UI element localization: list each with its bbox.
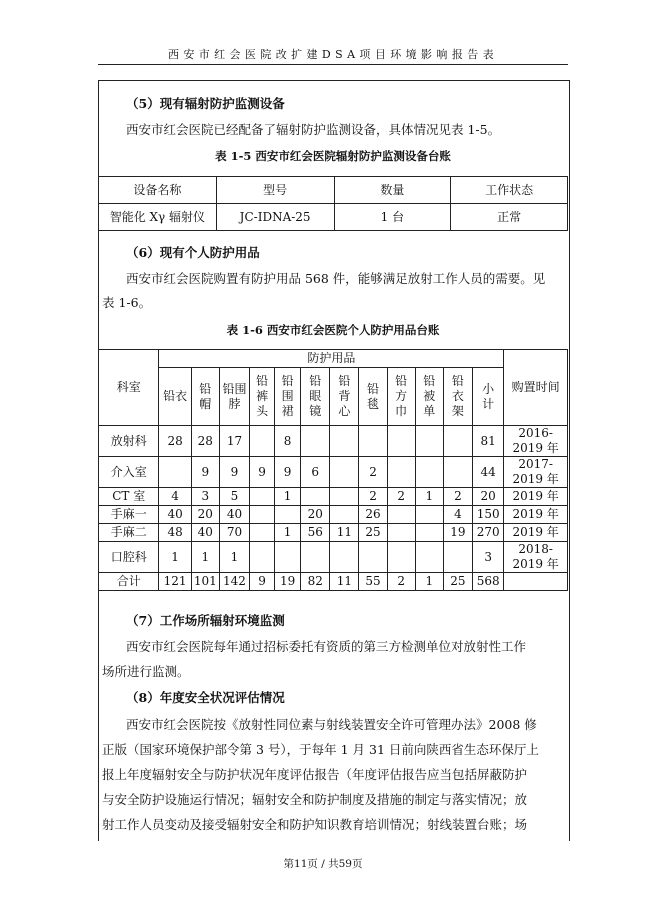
- table-row: [99, 426, 568, 457]
- section-7-heading: （7）工作场所辐射环境监测: [126, 613, 285, 628]
- table-row: [99, 542, 568, 573]
- value-cell: [275, 542, 301, 573]
- table-1-5-header: 工作状态: [451, 177, 568, 204]
- value-cell: 26: [359, 506, 387, 524]
- time-cell: [504, 542, 568, 573]
- value-cell: 5: [219, 488, 249, 506]
- col-header-text: 头: [256, 404, 269, 418]
- value-cell: 4: [443, 506, 472, 524]
- value-cell: [359, 542, 387, 573]
- dept-cell: 手麻一: [99, 506, 159, 524]
- section-8-line3: 报上年度辐射安全与防护状况年度评估报告（年度评估报告应当包括屏蔽防护: [102, 767, 528, 782]
- dept-cell: CT 室: [99, 488, 159, 506]
- value-cell: [250, 506, 275, 524]
- table-1-5-header: 型号: [216, 177, 334, 204]
- value-cell: 40: [159, 506, 191, 524]
- time-cell: [504, 488, 568, 506]
- col-header-text: 铅: [199, 381, 212, 396]
- value-cell: [415, 542, 443, 573]
- value-cell: [415, 524, 443, 542]
- table-1-6-col-header: [387, 368, 415, 426]
- dept-cell: 放射科: [99, 426, 159, 457]
- value-cell: [301, 488, 330, 506]
- table-1-6-col-header: [219, 368, 249, 426]
- value-cell: [330, 488, 359, 506]
- value-cell: [415, 426, 443, 457]
- section-6-text-line1: 西安市红会医院购置有防护用品 568 件，能够满足放射工作人员的需要。见: [126, 271, 546, 286]
- col-header-text: 小: [482, 381, 495, 396]
- value-cell: 6: [301, 457, 330, 488]
- value-cell: 1: [219, 542, 249, 573]
- dept-cell: 手麻二: [99, 524, 159, 542]
- table-1-5-cell: JC-IDNA-25: [216, 204, 334, 231]
- value-cell: 270: [473, 524, 504, 542]
- col-header-text: 围: [281, 389, 294, 403]
- value-cell: [387, 457, 415, 488]
- time-cell: [504, 506, 568, 524]
- dept-cell: 合计: [99, 573, 159, 591]
- table-row: [99, 457, 568, 488]
- value-cell: [330, 542, 359, 573]
- value-cell: [359, 426, 387, 457]
- time-cell: [504, 457, 568, 488]
- value-cell: [330, 457, 359, 488]
- time-text: 2017-: [518, 457, 553, 471]
- table-1-5-cell: 1 台: [334, 204, 451, 231]
- section-8-line1: 西安市红会医院按《放射性同位素与射线装置安全许可管理办法》2008 修: [126, 717, 537, 732]
- table-row: [99, 506, 568, 524]
- value-cell: 8: [275, 426, 301, 457]
- value-cell: [301, 426, 330, 457]
- table-1-5-header: 数量: [334, 177, 451, 204]
- col-header-text: 镜: [309, 404, 322, 418]
- table-1-6-col-header: [191, 368, 219, 426]
- col-header-text: 毯: [367, 396, 380, 411]
- section-8-line2: 正版（国家环境保护部令第 3 号），于每年 1 月 31 日前向陕西省生态环保厅上: [102, 742, 539, 757]
- value-cell: 9: [250, 573, 275, 591]
- time-text: 2019 年: [512, 525, 559, 539]
- value-cell: [330, 506, 359, 524]
- document-header: 西安市红会医院改扩建DSA项目环境影响报告表: [167, 48, 499, 61]
- time-text: 2019 年: [512, 441, 559, 455]
- col-header-text: 铅衣: [163, 389, 188, 403]
- table-1-6-header-time: 购置时间: [504, 350, 568, 426]
- value-cell: [301, 542, 330, 573]
- col-header-text: 心: [338, 404, 351, 418]
- dept-cell: 介入室: [99, 457, 159, 488]
- table-1-6-col-header: [250, 368, 275, 426]
- value-cell: 82: [301, 573, 330, 591]
- col-header-text: 铅: [423, 374, 436, 388]
- value-cell: 4: [159, 488, 191, 506]
- table-1-6-col-header: [473, 368, 504, 426]
- value-cell: 25: [443, 573, 472, 591]
- value-cell: 1: [191, 542, 219, 573]
- col-header-text: 计: [482, 396, 495, 411]
- value-cell: [159, 457, 191, 488]
- col-header-text: 铅: [281, 374, 294, 388]
- value-cell: 9: [219, 457, 249, 488]
- table-1-6-col-header: [159, 368, 191, 426]
- section-8-heading: （8）年度安全状况评估情况: [126, 690, 285, 705]
- col-header-text: 裤: [256, 389, 269, 403]
- value-cell: 56: [301, 524, 330, 542]
- time-text: 2019 年: [512, 507, 559, 521]
- value-cell: 19: [443, 524, 472, 542]
- col-header-text: 铅: [367, 381, 380, 396]
- value-cell: 55: [359, 573, 387, 591]
- table-1-6-col-header: [275, 368, 301, 426]
- value-cell: 9: [275, 457, 301, 488]
- table-1-6-col-header: [443, 368, 472, 426]
- time-text: 2019 年: [512, 489, 559, 503]
- section-8-line4: 与安全防护设施运行情况；辐射安全和防护制度及措施的制定与落实情况；放: [102, 792, 528, 807]
- value-cell: 101: [191, 573, 219, 591]
- value-cell: 150: [473, 506, 504, 524]
- section-8-line5: 射工作人员变动及接受辐射安全和防护知识教育培训情况；射线装置台账；场: [102, 817, 528, 832]
- value-cell: 9: [250, 457, 275, 488]
- col-header-text: 裙: [281, 404, 294, 418]
- value-cell: 568: [473, 573, 504, 591]
- col-header-text: 被: [423, 389, 436, 403]
- col-header-text: 铅: [309, 374, 322, 388]
- col-header-text: 铅: [256, 374, 269, 388]
- value-cell: [443, 457, 472, 488]
- page-number: 第11页 / 共59页: [283, 858, 363, 870]
- col-header-text: 帽: [199, 396, 212, 411]
- col-header-text: 脖: [228, 396, 241, 411]
- table-row: [99, 573, 568, 591]
- value-cell: 1: [415, 488, 443, 506]
- section-5-heading: （5）现有辐射防护监测设备: [126, 96, 285, 111]
- value-cell: 48: [159, 524, 191, 542]
- value-cell: 20: [301, 506, 330, 524]
- col-header-text: 衣: [451, 389, 464, 403]
- value-cell: 11: [330, 524, 359, 542]
- value-cell: 40: [219, 506, 249, 524]
- col-header-text: 铅围: [222, 381, 247, 396]
- col-header-text: 铅: [338, 374, 351, 388]
- section-7-line2: 场所进行监测。: [102, 664, 190, 679]
- value-cell: 9: [191, 457, 219, 488]
- table-1-5-header: 设备名称: [99, 177, 217, 204]
- value-cell: 2: [443, 488, 472, 506]
- time-text: 2019 年: [512, 472, 559, 486]
- value-cell: 17: [219, 426, 249, 457]
- value-cell: 28: [159, 426, 191, 457]
- value-cell: 20: [191, 506, 219, 524]
- value-cell: [275, 506, 301, 524]
- value-cell: 25: [359, 524, 387, 542]
- value-cell: 19: [275, 573, 301, 591]
- time-text: 2018-: [518, 542, 553, 556]
- col-header-text: 铅: [451, 374, 464, 388]
- value-cell: 28: [191, 426, 219, 457]
- table-1-6-header-group: 防护用品: [159, 350, 504, 368]
- value-cell: [330, 426, 359, 457]
- time-text: 2019 年: [512, 557, 559, 571]
- value-cell: 1: [275, 524, 301, 542]
- value-cell: [387, 506, 415, 524]
- table-1-6-col-header: [330, 368, 359, 426]
- value-cell: 2: [359, 457, 387, 488]
- col-header-text: 架: [451, 404, 464, 418]
- value-cell: [387, 524, 415, 542]
- col-header-text: 眼: [309, 389, 322, 403]
- col-header-text: 方: [395, 389, 408, 403]
- value-cell: 2: [359, 488, 387, 506]
- value-cell: [250, 524, 275, 542]
- table-1-6-col-header: [301, 368, 330, 426]
- value-cell: [443, 542, 472, 573]
- value-cell: 2: [387, 573, 415, 591]
- section-5-text: 西安市红会医院已经配备了辐射防护监测设备，具体情况见表 1-5。: [126, 122, 501, 137]
- col-header-text: 单: [423, 404, 436, 418]
- table-1-5-cell: 正常: [451, 204, 568, 231]
- time-cell: [504, 524, 568, 542]
- value-cell: 1: [275, 488, 301, 506]
- section-6-text-line2: 表 1-6。: [102, 295, 152, 310]
- value-cell: 121: [159, 573, 191, 591]
- value-cell: 11: [330, 573, 359, 591]
- table-1-6-col-header: [415, 368, 443, 426]
- value-cell: [387, 542, 415, 573]
- value-cell: [250, 426, 275, 457]
- value-cell: 40: [191, 524, 219, 542]
- table-1-6-caption: 表 1-6 西安市红会医院个人防护用品台账: [226, 323, 440, 337]
- time-text: 2016-: [518, 426, 553, 440]
- value-cell: 81: [473, 426, 504, 457]
- header-rule: [98, 64, 568, 65]
- value-cell: 3: [191, 488, 219, 506]
- section-7-line1: 西安市红会医院每年通过招标委托有资质的第三方检测单位对放射性工作: [126, 639, 527, 654]
- section-6-heading: （6）现有个人防护用品: [126, 245, 260, 260]
- value-cell: 70: [219, 524, 249, 542]
- value-cell: [415, 457, 443, 488]
- value-cell: [250, 542, 275, 573]
- value-cell: 1: [415, 573, 443, 591]
- table-row: [99, 524, 568, 542]
- table-1-5: [98, 176, 568, 231]
- value-cell: 20: [473, 488, 504, 506]
- value-cell: 142: [219, 573, 249, 591]
- value-cell: [415, 506, 443, 524]
- col-header-text: 铅: [395, 374, 408, 388]
- table-1-6-header-dept: 科室: [99, 350, 159, 426]
- time-cell: [504, 573, 568, 591]
- dept-cell: 口腔科: [99, 542, 159, 573]
- value-cell: 2: [387, 488, 415, 506]
- col-header-text: 巾: [395, 404, 408, 418]
- value-cell: 44: [473, 457, 504, 488]
- value-cell: [443, 426, 472, 457]
- table-1-5-cell: 智能化 Xγ 辐射仪: [99, 204, 217, 231]
- value-cell: [387, 426, 415, 457]
- table-row: [99, 488, 568, 506]
- value-cell: [250, 488, 275, 506]
- value-cell: 3: [473, 542, 504, 573]
- time-cell: [504, 426, 568, 457]
- table-1-6: [98, 349, 568, 591]
- table-1-5-caption: 表 1-5 西安市红会医院辐射防护监测设备台账: [215, 149, 451, 163]
- value-cell: 1: [159, 542, 191, 573]
- table-1-6-col-header: [359, 368, 387, 426]
- col-header-text: 背: [338, 389, 351, 403]
